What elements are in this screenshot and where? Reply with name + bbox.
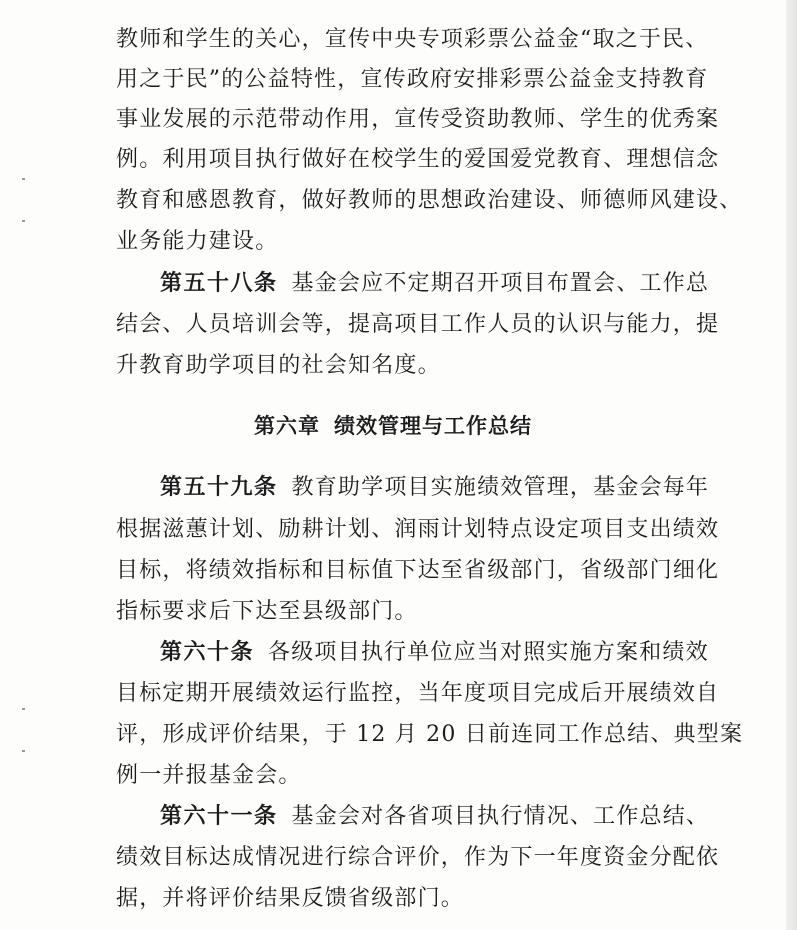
scan-mark (22, 708, 25, 710)
article-60-label: 第六十条 (160, 640, 255, 665)
scan-mark (22, 750, 25, 752)
chapter-heading (0, 406, 786, 446)
paragraph-line: 结会、人员培训会等，提高项目工作人员的认识与能力，提 (116, 312, 720, 337)
paragraph-line: 教育和感恩教育，做好教师的思想政治建设、师德师风建设、 (116, 188, 743, 213)
paragraph-line: 绩效目标达成情况进行综合评价，作为下一年度资金分配依 (116, 845, 720, 870)
article-58-label: 第五十八条 (160, 271, 278, 296)
paragraph-line: 教师和学生的关心，宣传中央专项彩票公益金“取之于民、 (116, 27, 709, 52)
paragraph-line: 根据滋蕙计划、励耕计划、润雨计划特点设定项目支出绩效 (116, 517, 720, 542)
paragraph-line: 目标，将绩效指标和目标值下达至省级部门，省级部门细化 (116, 558, 720, 583)
paragraph-line: 例一并报基金会。 (116, 763, 302, 788)
article-60-text: 各级项目执行单位应当对照实施方案和绩效 (268, 640, 709, 665)
article-59-label: 第五十九条 (160, 475, 278, 500)
paragraph-line: 目标定期开展绩效运行监控，当年度项目完成后开展绩效自 (116, 681, 720, 706)
chapter-number: 第六章 (254, 414, 320, 438)
article-59-first-line (160, 469, 710, 507)
paragraph-line: 升教育助学项目的社会知名度。 (116, 353, 441, 378)
paragraph-line: 指标要求后下达至县级部门。 (116, 599, 418, 624)
scan-mark (22, 178, 25, 180)
article-61-label: 第六十一条 (160, 804, 278, 829)
paragraph-line: 例。利用项目执行做好在校学生的爱国爱党教育、理想信念 (116, 147, 720, 172)
paragraph-line: 据，并将评价结果反馈省级部门。 (116, 886, 465, 911)
article-61-text: 基金会对各省项目执行情况、工作总结、 (291, 804, 710, 829)
paragraph-line: 业务能力建设。 (116, 229, 279, 254)
scan-mark (22, 220, 25, 222)
article-58-text: 基金会应不定期召开项目布置会、工作总 (291, 271, 710, 296)
article-61-first-line (160, 798, 710, 836)
article-58-first-line (160, 265, 710, 303)
page-edge-shadow (786, 0, 797, 930)
paragraph-line: 事业发展的示范带动作用，宣传受资助教师、学生的优秀案 (116, 107, 720, 132)
paragraph-line: 用之于民”的公益特性，宣传政府安排彩票公益金支持教育 (116, 67, 709, 92)
paragraph-line: 评，形成评价结果，于 12 月 20 日前连同工作总结、典型案 (116, 722, 744, 747)
article-60-first-line (160, 634, 709, 672)
chapter-title: 绩效管理与工作总结 (334, 414, 532, 438)
article-59-text: 教育助学项目实施绩效管理，基金会每年 (291, 475, 710, 500)
